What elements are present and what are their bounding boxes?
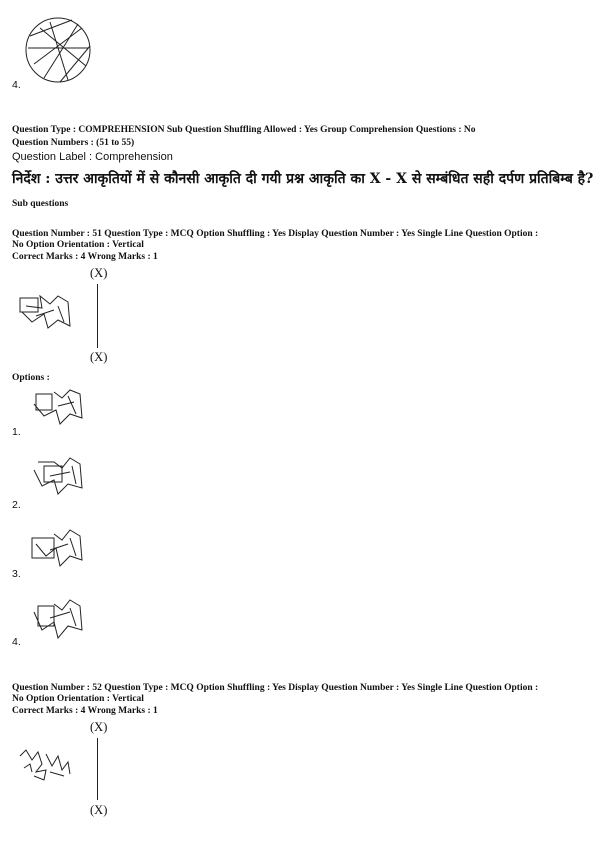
question-label: Question Label : Comprehension [12, 151, 173, 163]
circle-figure-option-4 [20, 14, 96, 84]
q51-meta-line: Question Number : 51 Question Type : MCQ Option Shuffling : Yes Display Question Number : Yes Single Line Question Option : [12, 229, 539, 239]
option-2-label[interactable]: 2. [12, 499, 21, 511]
q51-option-3-figure[interactable] [28, 528, 84, 572]
q52-axis-label-top: (X) [90, 720, 108, 734]
option-3-label[interactable]: 3. [12, 568, 21, 580]
q52-mirror-axis-line [97, 738, 98, 800]
options-heading: Options : [12, 373, 50, 383]
question-type-line: Question Type : COMPREHENSION Sub Question Shuffling Allowed : Yes Group Comprehension Questions : No [12, 125, 476, 135]
mirror-axis-line [97, 284, 98, 348]
q51-option-4-figure[interactable] [30, 598, 86, 642]
option-number: 4. [12, 79, 21, 91]
option-4-label[interactable]: 4. [12, 636, 21, 648]
q51-option-2-figure[interactable] [30, 456, 86, 500]
sub-questions-heading: Sub questions [12, 199, 69, 209]
question-numbers: Question Numbers : (51 to 55) [12, 138, 135, 148]
q52-meta-line-2: No Option Orientation : Vertical [12, 694, 144, 704]
q52-meta-line: Question Number : 52 Question Type : MCQ Option Shuffling : Yes Display Question Number : Yes Single Line Question Option : [12, 683, 539, 693]
q52-axis-label-bottom: (X) [90, 803, 108, 817]
option-1-label[interactable]: 1. [12, 426, 21, 438]
q51-question-figure [18, 292, 74, 334]
instruction-text: निर्देश : उत्तर आकृतियों में से कौनसी आकृति दी गयी प्रश्न आकृति का X - X से सम्बंधित सही दर्पण प्रतिबिम्ब है? [12, 171, 594, 187]
q51-marks: Correct Marks : 4 Wrong Marks : 1 [12, 252, 158, 262]
q51-meta-line-2: No Option Orientation : Vertical [12, 240, 144, 250]
q51-option-1-figure[interactable] [30, 388, 86, 430]
q52-marks: Correct Marks : 4 Wrong Marks : 1 [12, 706, 158, 716]
axis-label-top: (X) [90, 266, 108, 280]
q52-question-figure [16, 746, 74, 786]
axis-label-bottom: (X) [90, 350, 108, 364]
